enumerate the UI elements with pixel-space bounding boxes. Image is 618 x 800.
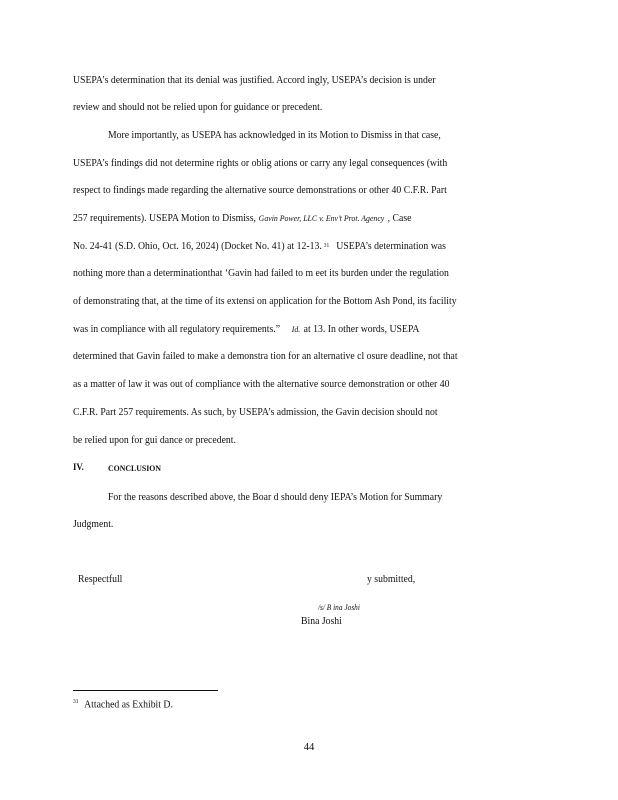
body-line-text: was in compliance with all regulatory requirements.” xyxy=(73,324,281,335)
body-line: review and should not be relied upon for guidance or precedent. xyxy=(73,102,323,113)
body-line: respect to findings made regarding the alternative source demonstrations or other 40 C.F.R. Part xyxy=(73,185,447,196)
citation-tail: , Case xyxy=(387,213,412,224)
page-number: 44 xyxy=(303,742,315,753)
body-line-text: USEPA’s determination was xyxy=(336,241,446,252)
body-line-footnote xyxy=(73,240,505,253)
conclusion-line: Judgment. xyxy=(73,519,114,530)
section-heading: CONCLUSION xyxy=(108,463,162,473)
body-line: More importantly, as USEPA has acknowledged in its Motion to Dismiss in that case, xyxy=(108,130,441,141)
id-citation: Id. xyxy=(291,324,301,334)
body-line: as a matter of law it was out of compliance with the alternative source demonstration or other 40 xyxy=(73,379,450,390)
body-line: determined that Gavin failed to make a demonstra tion for an alternative cl osure deadline, not that xyxy=(73,351,458,362)
footnote-reference[interactable]: 31 xyxy=(323,243,330,249)
section-number: IV. xyxy=(73,463,84,473)
footnote xyxy=(73,699,173,711)
body-line-id xyxy=(73,323,505,336)
body-line: nothing more than a determinationthat ‘Gavin had failed to m eet its burden under the regulation xyxy=(73,268,449,279)
signature-closing-left: Respectfull xyxy=(78,574,123,585)
body-line-text: No. 24-41 (S.D. Ohio, Oct. 16, 2024) (Docket No. 41) at 12-13. xyxy=(73,241,322,252)
body-line: USEPA’s determination that its denial was justified. Accord ingly, USEPA’s decision is under xyxy=(73,75,436,86)
body-line-text: at 13. In other words, USEPA xyxy=(303,324,420,335)
footnote-text: Attached as Exhibit D. xyxy=(84,699,173,711)
body-line-text: 257 requirements). USEPA Motion to Dismiss, xyxy=(73,213,256,224)
footnote-marker: 31 xyxy=(73,699,79,705)
signature-script: /s/ B ina Joshi xyxy=(318,603,360,612)
body-line: of demonstrating that, at the time of its extensi on application for the Bottom Ash Pond, its facility xyxy=(73,296,457,307)
footnote-divider xyxy=(73,690,218,691)
conclusion-line: For the reasons described above, the Boar d should deny IEPA’s Motion for Summary xyxy=(108,492,443,503)
body-line: USEPA’s findings did not determine rights or oblig ations or carry any legal consequences (with xyxy=(73,158,448,169)
body-line: C.F.R. Part 257 requirements. As such, by USEPA’s admission, the Gavin decision should not xyxy=(73,407,438,418)
signature-name: Bina Joshi xyxy=(301,616,342,627)
body-line: be relied upon for gui dance or precedent. xyxy=(73,435,236,446)
signature-closing-right: y submitted, xyxy=(367,574,416,585)
body-line-citation xyxy=(73,212,505,225)
case-citation: Gavin Power, LLC v. Env’t Prot. Agency xyxy=(258,213,385,223)
